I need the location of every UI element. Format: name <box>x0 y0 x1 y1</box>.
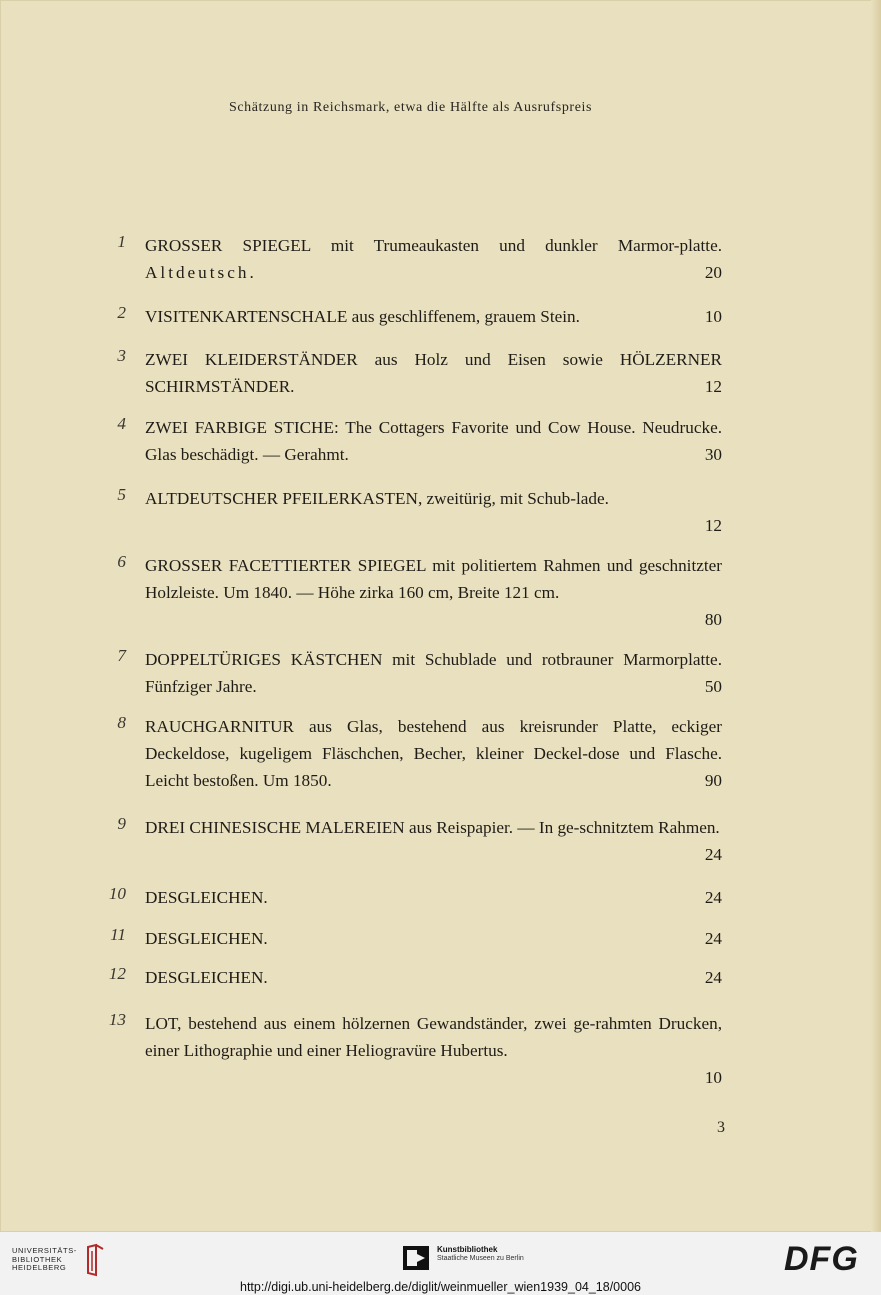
lot-text-spaced: Altdeutsch. <box>145 263 257 282</box>
lot-entry <box>100 552 722 633</box>
lot-description: GROSSER FACETTIERTER SPIEGEL mit politiertem Rahmen und geschnitzter Holzleiste. Um 1840. — Höhe zirka 160 cm, Breite 121 cm. <box>145 556 722 602</box>
library-name <box>12 1247 77 1273</box>
lot-entry <box>100 346 722 400</box>
lot-number: 7 <box>117 646 126 665</box>
lot-price: 10 <box>704 307 722 326</box>
lot-entry <box>100 713 722 794</box>
lot-number: 10 <box>108 884 126 903</box>
source-url[interactable]: http://digi.ub.uni-heidelberg.de/diglit/weinmueller_wien1939_04_18/0006 <box>240 1280 641 1294</box>
lot-description: ZWEI FARBIGE STICHE: The Cottagers Favorite und Cow House. Neudrucke. Glas beschädigt. — Gerahmt. <box>145 418 722 464</box>
lot-number: 6 <box>117 552 126 571</box>
lot-text: GROSSER SPIEGEL mit Trumeaukasten und dunkler Marmor-platte. <box>145 236 722 255</box>
lot-entry <box>100 964 722 991</box>
lot-price: 10 <box>704 1068 722 1087</box>
kunstbibliothek-logo-icon <box>403 1246 429 1270</box>
dfg-logo: DFG <box>784 1240 859 1278</box>
lot-number: 11 <box>110 925 126 944</box>
lot-description: LOT, bestehend aus einem hölzernen Gewandständer, zwei ge-rahmten Drucken, einer Lithographie und einer Heliogravüre Hubertus. <box>145 1014 722 1060</box>
lot-entry <box>100 814 722 868</box>
lot-description: RAUCHGARNITUR aus Glas, bestehend aus kreisrunder Platte, eckiger Deckeldose, kugeligem Fläschchen, Becher, kleiner Deckel-dose und Flasche. Leicht bestoßen. Um 1850. <box>145 717 722 790</box>
lot-entry <box>100 646 722 700</box>
lot-entry <box>100 232 722 286</box>
lot-price: 24 <box>704 845 722 864</box>
lot-price: 12 <box>704 516 722 535</box>
library-line: HEIDELBERG <box>12 1263 67 1272</box>
library-line: BIBLIOTHEK <box>12 1254 63 1264</box>
lot-price: 12 <box>704 377 722 396</box>
lot-number: 4 <box>117 414 126 433</box>
lot-entry <box>100 303 722 330</box>
lot-description: VISITENKARTENSCHALE aus geschliffenem, grauem Stein. <box>145 307 580 326</box>
lot-number: 2 <box>117 303 126 322</box>
lot-number: 9 <box>117 814 126 833</box>
lot-description: DREI CHINESISCHE MALEREIEN aus Reispapier. — In ge-schnitztem Rahmen. <box>145 818 720 837</box>
lot-price: 30 <box>704 445 722 464</box>
lot-price: 80 <box>704 610 722 629</box>
lot-description: DESGLEICHEN. <box>145 968 268 987</box>
lot-number: 12 <box>108 964 126 983</box>
lot-number: 3 <box>117 346 126 365</box>
lot-description: DESGLEICHEN. <box>145 929 268 948</box>
library-line: UNIVERSITÄTS- <box>12 1246 77 1255</box>
page-header: Schätzung in Reichsmark, etwa die Hälfte als Ausrufspreis <box>228 100 593 115</box>
lot-description: DESGLEICHEN. <box>145 888 268 907</box>
lot-entry <box>100 485 722 539</box>
lot-description <box>145 232 722 286</box>
lot-price: 24 <box>704 929 722 948</box>
lot-entry <box>100 925 722 952</box>
lot-description: DOPPELTÜRIGES KÄSTCHEN mit Schublade und rotbrauner Marmorplatte. Fünfziger Jahre. <box>145 650 722 696</box>
lot-description: ZWEI KLEIDERSTÄNDER aus Holz und Eisen sowie HÖLZERNER SCHIRMSTÄNDER. <box>145 350 722 396</box>
lot-entry <box>100 1010 722 1091</box>
lot-number: 13 <box>108 1010 126 1029</box>
lot-price: 24 <box>704 968 722 987</box>
lot-price: 20 <box>704 263 722 282</box>
lot-number: 8 <box>117 713 126 732</box>
lot-number: 1 <box>117 232 126 251</box>
lot-price: 24 <box>704 888 722 907</box>
lot-price: 50 <box>704 677 722 696</box>
lot-entry <box>100 884 722 911</box>
lot-price: 90 <box>704 771 722 790</box>
kunstbibliothek-title: Kunstbibliothek <box>437 1245 498 1254</box>
library-logo-icon <box>82 1243 106 1277</box>
lot-entry <box>100 414 722 468</box>
lot-description: ALTDEUTSCHER PFEILERKASTEN, zweitürig, mit Schub-lade. <box>145 489 609 508</box>
page-number: 3 <box>717 1119 725 1136</box>
lot-number: 5 <box>117 485 126 504</box>
kunstbibliothek-subtitle: Staatliche Museen zu Berlin <box>437 1255 524 1262</box>
